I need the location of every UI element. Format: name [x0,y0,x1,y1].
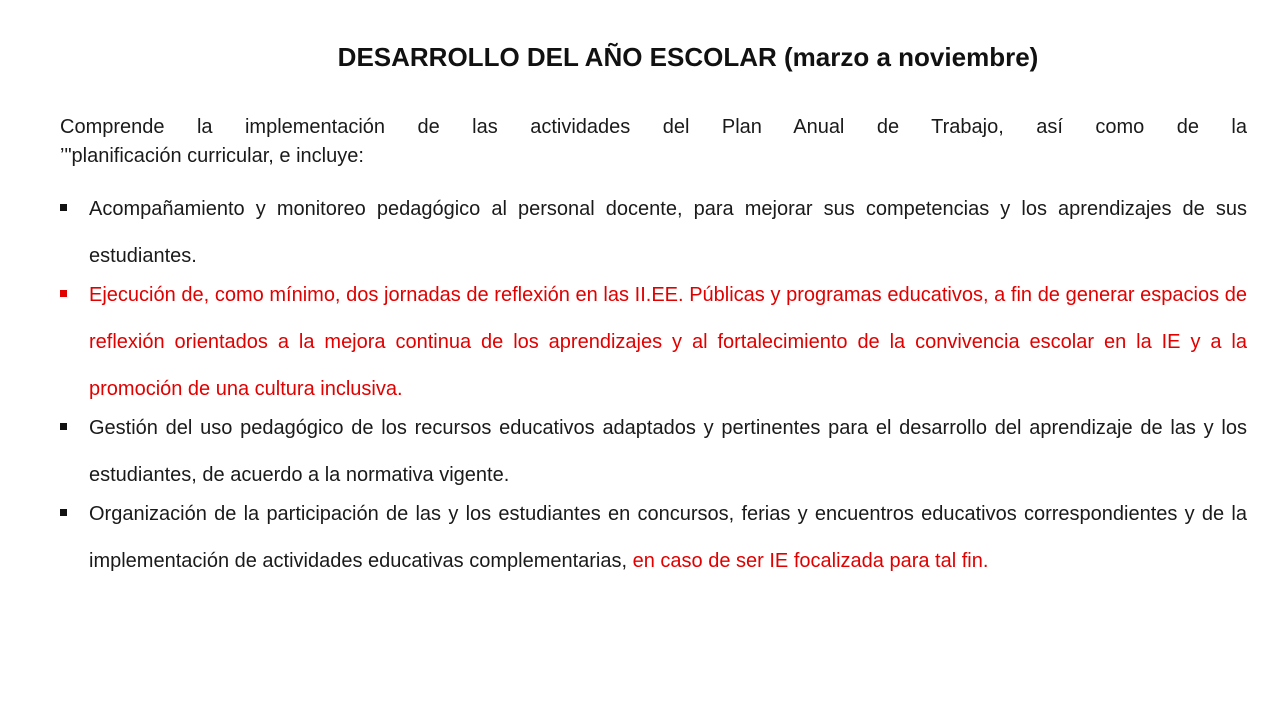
bullet-text-highlight: en caso de ser IE focalizada para tal fin. [632,550,989,572]
intro-line-1: Comprende la implementación de las actividades del Plan Anual de Trabajo, así como de la [60,116,1247,138]
bullet-text: Organización de la participación de las y los estudiantes en concursos, ferias y encuentros educativos correspondientes y de la implementación de actividades educativas complementarias, [89,503,1247,572]
square-bullet-icon [60,290,67,297]
intro-line-2: ’"planificación curricular, e incluye: [60,145,364,167]
bullet-text: Acompañamiento y monitoreo pedagógico al personal docente, para mejorar sus competencias y los aprendizajes de sus estudiantes. [89,198,1247,267]
bullet-text: Gestión del uso pedagógico de los recursos educativos adaptados y pertinentes para el desarrollo del aprendizaje de las y los estudiantes, de acuerdo a la normativa vigente. [89,417,1247,486]
bullet-text: Ejecución de, como mínimo, dos jornadas de reflexión en las II.EE. Públicas y programas educativos, a fin de generar espacios de reflexión orientados a la mejora continua de los aprendizajes y al fortalecimiento de la convivencia escolar en la IE y a la promoción de una cultura inclusiva. [89,284,1247,400]
intro-paragraph [60,113,1247,171]
bullet-item-acompanamiento [60,186,1247,280]
square-bullet-icon [60,423,67,430]
bullet-list [60,186,1247,585]
slide-title: DESARROLLO DEL AÑO ESCOLAR (marzo a noviembre) [337,42,1039,72]
square-bullet-icon [60,509,67,516]
square-bullet-icon [60,204,67,211]
bullet-item-recursos-educativos [60,405,1247,499]
bullet-item-jornadas-reflexion [60,272,1247,413]
bullet-item-concursos [60,491,1247,585]
